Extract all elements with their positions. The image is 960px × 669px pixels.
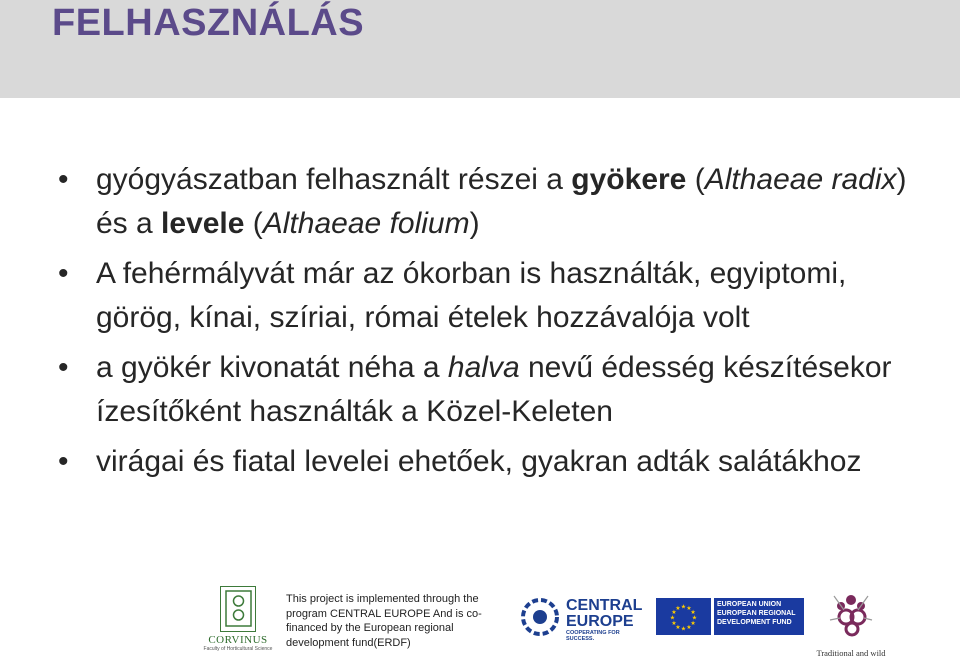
svg-text:★: ★ <box>680 604 687 611</box>
bullet-item <box>56 252 936 340</box>
bullet-text-segment: Althaeae radix <box>704 163 897 196</box>
svg-text:★: ★ <box>686 625 692 632</box>
traditional-wild-label: Traditional and wild <box>816 648 886 658</box>
bullet-text-segment: gyökere <box>571 163 687 196</box>
bullet-text-segment: A fehérmályvát már az ókorban is használták, egyiptomi, görög, kínai, szíriai, római ételek hozzávalója volt <box>96 257 847 334</box>
title-bar <box>0 0 960 98</box>
corvinus-sub: Faculty of Horticultural Science <box>203 646 273 652</box>
bullet-text-segment: ( <box>686 163 705 196</box>
svg-text:★: ★ <box>686 605 692 612</box>
bullet-text-segment: a gyökér kivonatát néha a <box>96 351 448 384</box>
svg-text:★: ★ <box>675 605 681 612</box>
flower-icon <box>826 590 876 646</box>
corvinus-logo <box>203 580 273 669</box>
bullet-text-segment: gyógyászatban felhasznált részei a <box>96 163 572 196</box>
svg-text:★: ★ <box>691 615 698 622</box>
footer <box>0 580 960 669</box>
bullet-item <box>56 346 936 434</box>
project-text: This project is implemented through the program CENTRAL EUROPE And is co-financed by the European regional development fund(ERDF) <box>286 593 482 649</box>
svg-text:★: ★ <box>690 610 696 616</box>
bullet-text-segment: virágai és fiatal levelei ehetőek, gyakran adták salátákhoz <box>96 445 862 478</box>
central-europe-star-icon <box>518 596 562 638</box>
bullet-text-segment: ( <box>244 207 263 240</box>
svg-text:★: ★ <box>669 615 676 622</box>
svg-text:★: ★ <box>675 625 681 632</box>
bullet-item <box>56 158 936 246</box>
svg-text:★: ★ <box>680 626 687 633</box>
central-europe-logo <box>518 596 646 642</box>
bullet-item <box>56 440 936 484</box>
svg-text:★: ★ <box>671 610 677 616</box>
svg-text:★: ★ <box>690 621 696 627</box>
bullet-text-segment: Althaeae folium <box>262 207 470 240</box>
bullet-text-segment: levele <box>161 207 245 240</box>
bullet-text-segment: nevű édesség készítésekor ízesítőként használták a Közel-Keleten <box>96 351 892 428</box>
central-europe-text: CENTRAL EUROPE <box>566 597 643 630</box>
bullet-text-segment: halva <box>447 351 520 384</box>
bullet-text-segment: ) és a <box>96 163 907 240</box>
svg-text:★: ★ <box>671 621 677 627</box>
corvinus-name: CORVINUS <box>208 634 268 646</box>
bullet-text-segment: ) <box>469 207 480 240</box>
central-europe-tagline: COOPERATING FOR SUCCESS. <box>566 630 620 642</box>
eu-flag-icon <box>656 598 711 635</box>
bullet-list <box>56 158 936 490</box>
corvinus-crest-icon <box>220 586 256 632</box>
traditional-wild-logo <box>808 590 894 660</box>
eu-text: EUROPEAN UNION EUROPEAN REGIONAL DEVELOPMENT FUND <box>714 598 804 635</box>
slide-title: FELHASZNÁLÁS <box>52 2 365 44</box>
